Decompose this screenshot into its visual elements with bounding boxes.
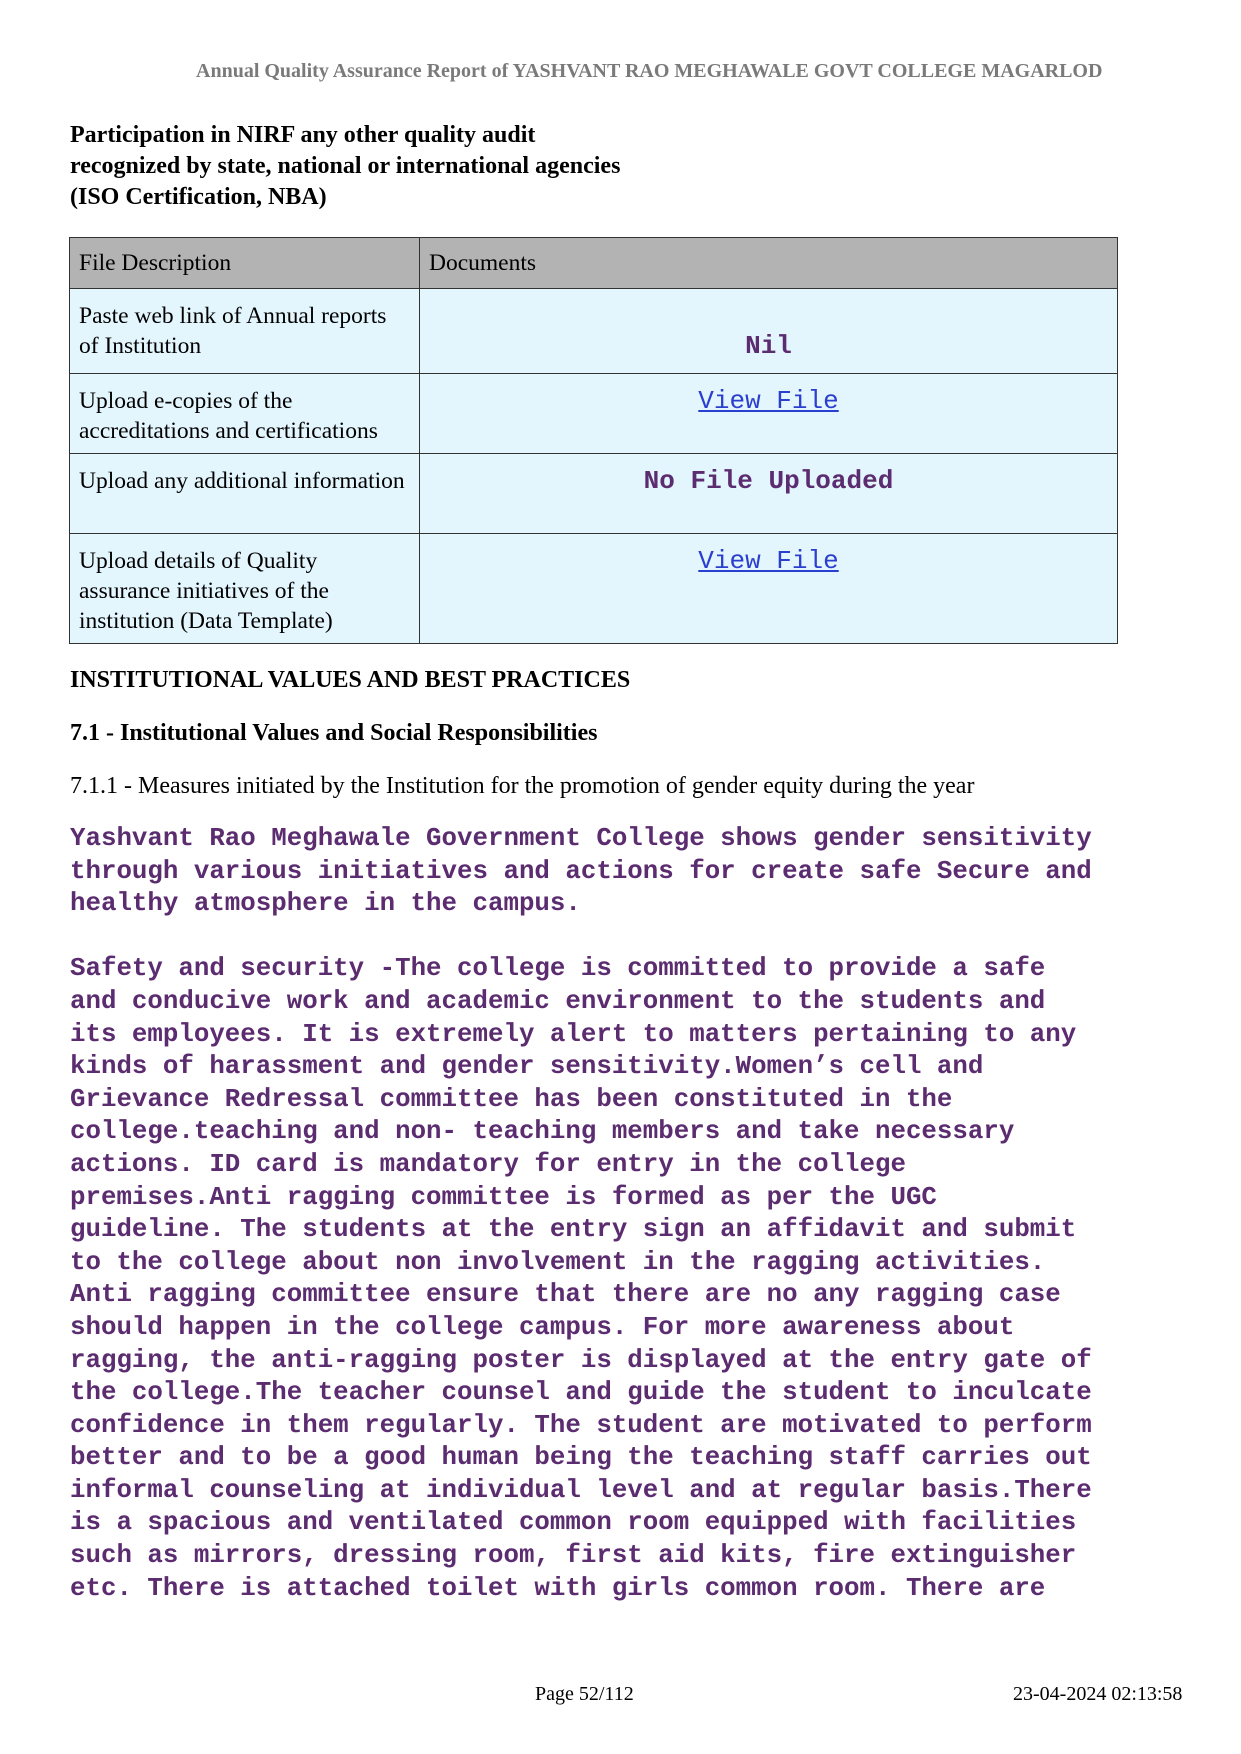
file-description-cell: Paste web link of Annual reports of Institution — [70, 289, 420, 374]
document-cell — [420, 534, 1118, 644]
subsection-title: 7.1 - Institutional Values and Social Responsibilities — [70, 720, 598, 746]
table-row — [70, 374, 1118, 454]
page-number: Page 52/112 — [535, 1683, 634, 1705]
table-row — [70, 454, 1118, 534]
document-cell — [420, 374, 1118, 454]
file-description-cell: Upload any additional information — [70, 454, 420, 534]
table-header-row — [70, 238, 1118, 289]
document-cell — [420, 289, 1118, 374]
view-file-link[interactable]: View File — [698, 546, 839, 576]
criterion-heading: Participation in NIRF any other quality audit recognized by state, national or international agencies (ISO Certification, NBA) — [70, 122, 621, 210]
table-row — [70, 289, 1118, 374]
running-header: Annual Quality Assurance Report of YASHVANT RAO MEGHAWALE GOVT COLLEGE MAGARLOD — [196, 60, 1103, 82]
table-row — [70, 534, 1118, 644]
answer-text: Yashvant Rao Meghawale Government College shows gender sensitivity through various initiatives and actions for create safe Secure and healthy atmosphere in the campus. Safety and security -The college is committed to provide a safe and conducive work and academic environment to the students and its employees. It is extremely alert to matters pertaining to any kinds of harassment and gender sensitivity.Women’s cell and Grievance Redressal committee has been constituted in the college.teaching and non- teaching members and take necessary actions. ID card is mandatory for entry in the college premises.Anti ragging committee is formed as per the UGC guideline. The students at the entry sign an affidavit and submit to the college about non involvement in the ragging activities. Anti ragging committee ensure that there are no any ragging case should happen in the college campus. For more awareness about ragging, the anti-ragging poster is displayed at the entry gate of the college.The teacher counsel and guide the student to inculcate confidence in them regularly. The student are motivated to perform better and to be a good human being the teaching staff carries out informal counseling at individual level and at regular basis.There is a spacious and ventilated common room equipped with facilities such as mirrors, dressing room, first aid kits, fire extinguisher etc. There is attached toilet with girls common room. There are — [70, 824, 1092, 1603]
document-value-nil: Nil — [745, 331, 792, 361]
documents-table — [69, 237, 1118, 644]
column-header-documents: Documents — [420, 238, 1118, 289]
file-description-cell: Upload e-copies of the accreditations and certifications — [70, 374, 420, 454]
document-value-no-file: No File Uploaded — [643, 466, 894, 496]
document-cell — [420, 454, 1118, 534]
generated-timestamp: 23-04-2024 02:13:58 — [1013, 1683, 1183, 1705]
view-file-link[interactable]: View File — [698, 386, 839, 416]
column-header-file-description: File Description — [70, 238, 420, 289]
section-title: INSTITUTIONAL VALUES AND BEST PRACTICES — [70, 667, 631, 693]
question-text: 7.1.1 - Measures initiated by the Institution for the promotion of gender equity during the year — [70, 773, 975, 799]
file-description-cell: Upload details of Quality assurance initiatives of the institution (Data Template) — [70, 534, 420, 644]
